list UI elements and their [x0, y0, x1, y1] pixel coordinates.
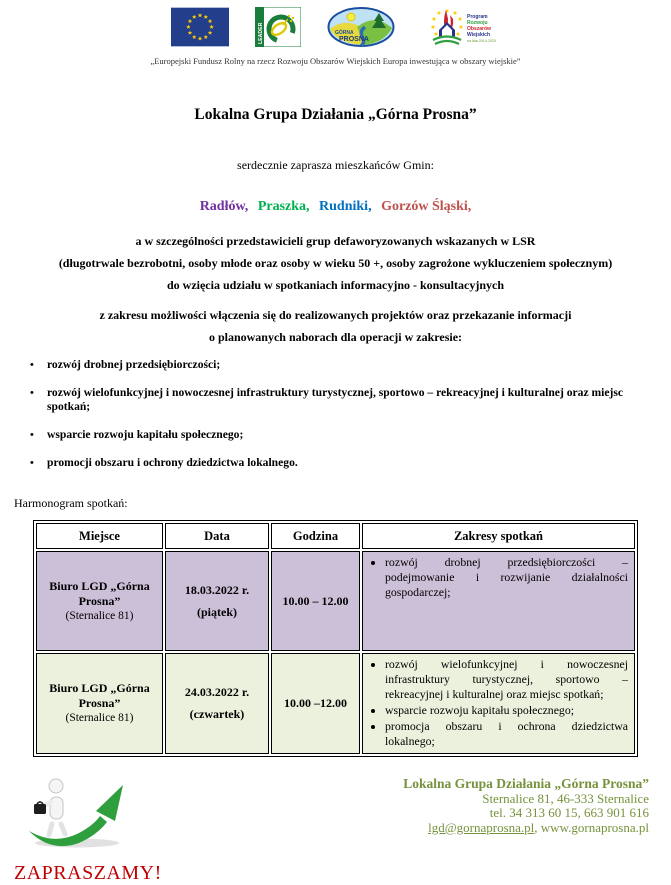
column-header-zakresy: Zakresy spotkań [362, 523, 635, 549]
scope-bullet-item: • promocji obszaru i ochrony dziedzictwa lokalnego. [30, 456, 298, 469]
cell-time: 10.00 –12.00 [271, 653, 360, 754]
column-header-godzina: Godzina [271, 523, 360, 549]
scope-bullet-list [30, 358, 661, 470]
topic-item: • wsparcie rozwoju kapitału społecznego; [385, 703, 628, 718]
town-gorzow-slaski: Gorzów Śląski, [381, 199, 472, 214]
cell-topics [362, 551, 635, 651]
schedule-label: Harmonogram spotkań: [14, 496, 128, 510]
contact-web-line [250, 821, 649, 836]
intro-line: do wzięcia udziału w spotkaniach informacyjno - konsultacyjnych [166, 278, 505, 292]
town-rudniki: Rudniki, [319, 199, 372, 214]
intro-line: o planowanych naborach dla operacji w zakresie: [208, 330, 463, 344]
cell-date: 24.03.2022 r. (czwartek) [165, 653, 269, 754]
email-link[interactable]: lgd@gornaprosna.pl [428, 819, 535, 835]
contact-phone: tel. 34 313 60 15, 663 901 616 [489, 805, 649, 820]
bullet-dot-icon: • [30, 429, 34, 441]
intro-paragraph-group-1 [0, 235, 671, 292]
intro-paragraph-group-2 [0, 309, 671, 344]
bullet-dot-icon: • [30, 457, 34, 469]
cell-topics [362, 653, 635, 754]
scope-bullet-item: • rozwój drobnej przedsiębiorczości; [30, 358, 221, 371]
table-row [36, 551, 635, 651]
intro-line: z zakresu możliwości włączenia się do realizowanych projektów oraz przekazanie informacji [99, 308, 572, 322]
topic-item: • promocja obszaru i ochrona dziedzictwa lokalnego; [385, 719, 628, 749]
cell-time: 10.00 – 12.00 [271, 551, 360, 651]
town-praszka: Praszka, [257, 199, 310, 214]
town-radlow: Radłów, [199, 199, 249, 214]
gorna-prosna-text-top: GÓRNA [334, 30, 354, 36]
invite-text: ZAPRASZAMY! [14, 862, 162, 884]
cell-place: Biuro LGD „Górna Prosna” (Sternalice 81) [36, 653, 163, 754]
column-header-miejsce: Miejsce [36, 523, 163, 549]
gorna-prosna-logo-icon [327, 7, 395, 47]
contact-address: Sternalice 81, 46-333 Sternalice [482, 790, 649, 806]
table-row [36, 653, 635, 754]
table-header-row [36, 523, 635, 549]
prow-text-years: na lata 2014-2020 [466, 39, 496, 43]
scope-bullet-item: • rozwój wielofunkcyjnej i nowoczesnej infrastruktury turystycznej, sportowo – rekreacyjnej i kulturalnej oraz miejsc spotkań; [30, 386, 624, 413]
prow-logo-icon [421, 7, 501, 47]
page-title: Lokalna Grupa Działania „Górna Prosna” [194, 106, 477, 123]
leader-logo-text: LEADER [257, 22, 264, 44]
cell-place: Biuro LGD „Górna Prosna” (Sternalice 81) [36, 551, 163, 651]
topic-item: • rozwój wielofunkcyjnej i nowoczesnej infrastruktury turystycznej, sportowo – rekreacyjnej i kulturalnej oraz miejsc spotkań; [385, 657, 628, 702]
runner-arrow-icon [20, 771, 140, 853]
towns-line [0, 199, 671, 215]
prow-text-2: Rozwoju [466, 20, 488, 26]
invitation-subtitle: serdecznie zaprasza mieszkańców Gmin: [237, 158, 434, 172]
prow-text-3: Obszarów [466, 26, 491, 32]
prow-text-1: Program [466, 14, 488, 20]
eu-flag-icon [171, 7, 229, 47]
topic-item: • rozwój drobnej przedsiębiorczości – podejmowanie i rozwijanie działalności gospodarczej; [385, 555, 628, 600]
bullet-dot-icon: • [30, 387, 34, 399]
footer [0, 771, 671, 858]
gorna-prosna-text-bottom: PROSNA [338, 36, 369, 43]
schedule-table [33, 520, 638, 757]
bullet-dot-icon: • [30, 359, 34, 371]
prow-text-4: Wiejskich [466, 32, 490, 38]
scope-bullet-item: • wsparcie rozwoju kapitału społecznego; [30, 428, 244, 441]
eu-fund-caption: „Europejski Fundusz Rolny na rzecz Rozwoju Obszarów Wiejskich Europa inwestująca w obszary wiejskie” [150, 56, 521, 66]
column-header-data: Data [165, 523, 269, 549]
logo-strip [0, 5, 671, 49]
intro-line: (długotrwale bezrobotni, osoby młode oraz osoby w wieku 50 +, osoby zagrożone wykluczeniem społecznym) [58, 256, 613, 270]
website-text: , www.gornaprosna.pl [534, 819, 649, 835]
footer-logo-area [0, 771, 250, 858]
intro-line: a w szczególności przedstawicieli grup defaworyzowanych wskazanych w LSR [135, 234, 536, 248]
cell-date: 18.03.2022 r. (piątek) [165, 551, 269, 651]
leader-logo-icon [255, 7, 301, 47]
contact-block [250, 771, 671, 858]
contact-org-name: Lokalna Grupa Działania „Górna Prosna” [403, 776, 649, 791]
